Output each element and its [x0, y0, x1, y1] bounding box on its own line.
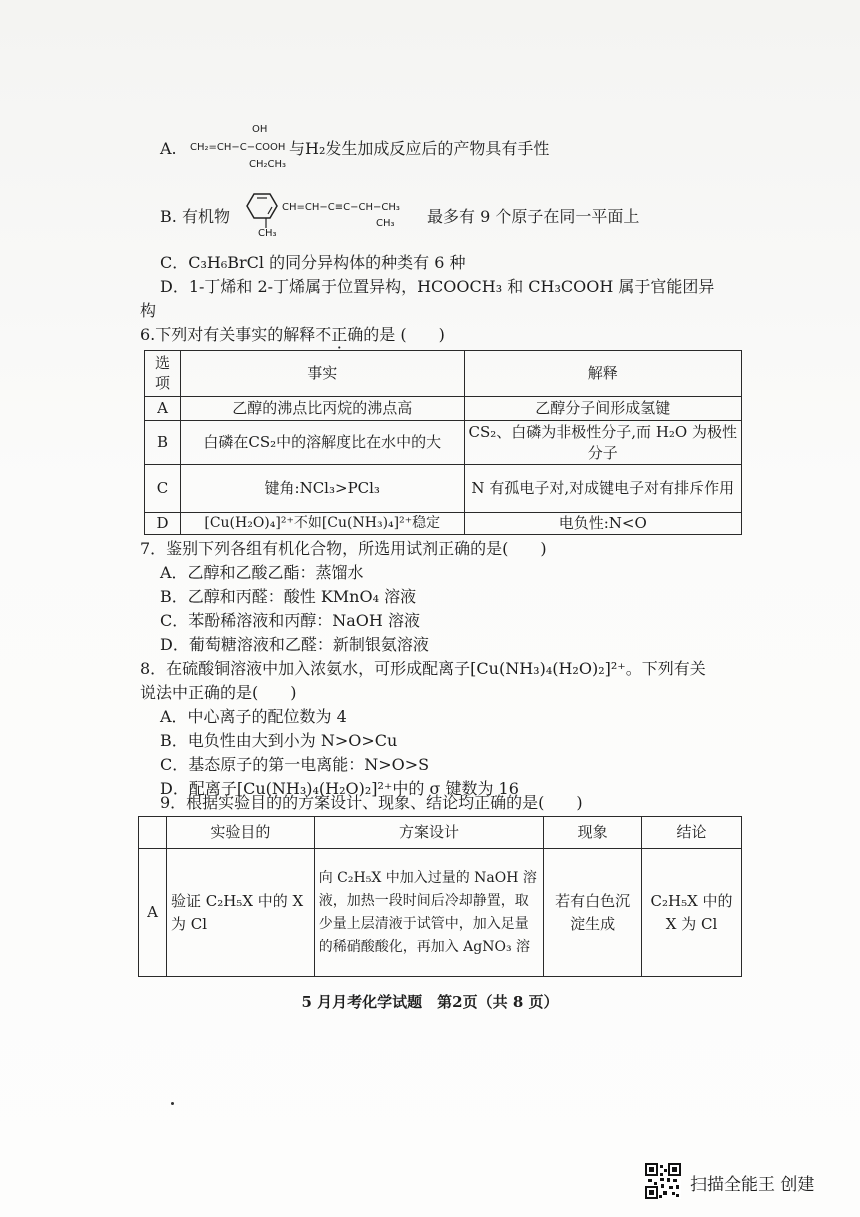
q6-stem — [140, 324, 445, 346]
row-phenomenon: 若有白色沉淀生成 — [544, 849, 642, 977]
q9-header-purpose: 实验目的 — [166, 817, 314, 849]
q5-a-formula-main: CH₂=CH−C−COOH — [190, 142, 286, 153]
q5-option-b-label — [160, 206, 230, 228]
q5-option-a — [160, 138, 177, 160]
q8-option-b: B．电负性由大到小为 N>O>Cu — [160, 731, 398, 750]
q5-option-d-line2: 构 — [140, 301, 157, 320]
row-fact: 白磷在CS₂中的溶解度比在水中的大 — [180, 421, 464, 465]
q9-header-row — [139, 817, 742, 849]
q6-header-fact: 事实 — [180, 351, 464, 397]
table-row — [145, 513, 742, 535]
row-option: C — [145, 465, 181, 513]
row-fact: 乙醇的沸点比丙烷的沸点高 — [180, 397, 464, 421]
q5-a-formula-top: OH — [252, 124, 268, 135]
ring-sub-bond — [264, 218, 268, 228]
q5-b-ring-sub: CH₃ — [258, 228, 277, 239]
qr-code-icon — [645, 1163, 681, 1199]
q8-option-d: D．配离子[Cu(NH₃)₄(H₂O)₂]²⁺中的 σ 键数为 16 — [160, 779, 519, 798]
q7-option-b: B．乙醇和丙醛：酸性 KMnO₄ 溶液 — [160, 587, 417, 606]
row-fact: [Cu(H₂O)₄]²⁺不如[Cu(NH₃)₄]²⁺稳定 — [180, 513, 464, 535]
table-row — [145, 465, 742, 513]
q9-header-blank — [139, 817, 167, 849]
row-design: 向 C₂H₅X 中加入过量的 NaOH 溶液，加热一段时间后冷却静置，取少量上层清液于试管中，加入足量的稀硝酸酸化，再加入 AgNO₃ 溶 — [314, 849, 544, 977]
row-fact: 键角:NCl₃>PCl₃ — [180, 465, 464, 513]
q9-stem: 9．根据实验目的的方案设计、现象、结论均正确的是( ) — [160, 793, 583, 812]
q9-table — [138, 816, 742, 977]
row-option: B — [145, 421, 181, 465]
row-explanation: N 有孤电子对,对成键电子对有排斥作用 — [464, 465, 741, 513]
q5-b-chain-sub: CH₃ — [376, 218, 395, 229]
row-conclusion: C₂H₅X 中的 X 为 Cl — [642, 849, 742, 977]
q6-stem-emphasis: 不正确 — [315, 325, 364, 344]
option-label: A. — [160, 139, 177, 158]
row-option: D — [145, 513, 181, 535]
q7-stem: 7．鉴别下列各组有机化合物，所选用试剂正确的是( ) — [140, 539, 547, 558]
q8-stem-line1: 8．在硫酸铜溶液中加入浓氨水，可形成配离子[Cu(NH₃)₄(H₂O)₂]²⁺。下列有关 — [140, 659, 706, 678]
q5-option-c: C．C₃H₆BrCl 的同分异构体的种类有 6 种 — [160, 253, 466, 272]
q8-option-a: A．中心离子的配位数为 4 — [160, 707, 347, 726]
table-row — [145, 397, 742, 421]
q7-option-d: D．葡萄糖溶液和乙醛：新制银氨溶液 — [160, 635, 429, 654]
q6-header-option — [145, 351, 181, 397]
q9-header-phenomenon: 现象 — [544, 817, 642, 849]
benzene-ring-structure — [244, 192, 280, 222]
q6-stem-pre: 6.下列对有关事实的解释 — [140, 325, 316, 344]
stray-dot — [171, 1102, 174, 1105]
q5-a-formula-bottom: CH₂CH₃ — [249, 159, 287, 170]
table-row — [145, 421, 742, 465]
q5-option-d-line1: D．1-丁烯和 2-丁烯属于位置异构，HCOOCH₃ 和 CH₃COOH 属于官能团异 — [160, 277, 715, 296]
q6-header-row — [145, 351, 742, 397]
page-footer: 5 月月考化学试题 第2页（共 8 页） — [301, 993, 559, 1011]
row-option: A — [145, 397, 181, 421]
q5-b-text: 最多有 9 个原子在同一平面上 — [427, 207, 640, 226]
q7-option-c: C．苯酚稀溶液和丙醇：NaOH 溶液 — [160, 611, 420, 630]
q5-b-chain: CH=CH−C≡C−CH−CH₃ — [282, 202, 400, 213]
q6-stem-post: 的是 ( ) — [363, 325, 445, 344]
q8-stem-line2: 说法中正确的是( ) — [140, 683, 297, 702]
row-option: A — [139, 849, 167, 977]
q9-header-design: 方案设计 — [314, 817, 544, 849]
row-purpose: 验证 C₂H₅X 中的 X 为 Cl — [166, 849, 314, 977]
q5-a-text: 与H₂发生加成反应后的产物具有手性 — [289, 139, 550, 158]
option-label: B. — [160, 207, 177, 226]
q6-table — [144, 350, 742, 535]
table-row — [139, 849, 742, 977]
q8-option-c: C．基态原子的第一电离能：N>O>S — [160, 755, 430, 774]
q6-header-explanation: 解释 — [464, 351, 741, 397]
option-b-prefix: 有机物 — [181, 207, 230, 226]
row-explanation: 电负性:N<O — [464, 513, 741, 535]
row-explanation: 乙醇分子间形成氢键 — [464, 397, 741, 421]
header-text: 选项 — [154, 354, 170, 392]
scanner-brand-text: 扫描全能王 创建 — [690, 1175, 815, 1195]
row-explanation: CS₂、白磷为非极性分子,而 H₂O 为极性分子 — [464, 421, 741, 465]
q9-header-conclusion: 结论 — [642, 817, 742, 849]
q7-option-a: A．乙醇和乙酸乙酯：蒸馏水 — [160, 563, 364, 582]
